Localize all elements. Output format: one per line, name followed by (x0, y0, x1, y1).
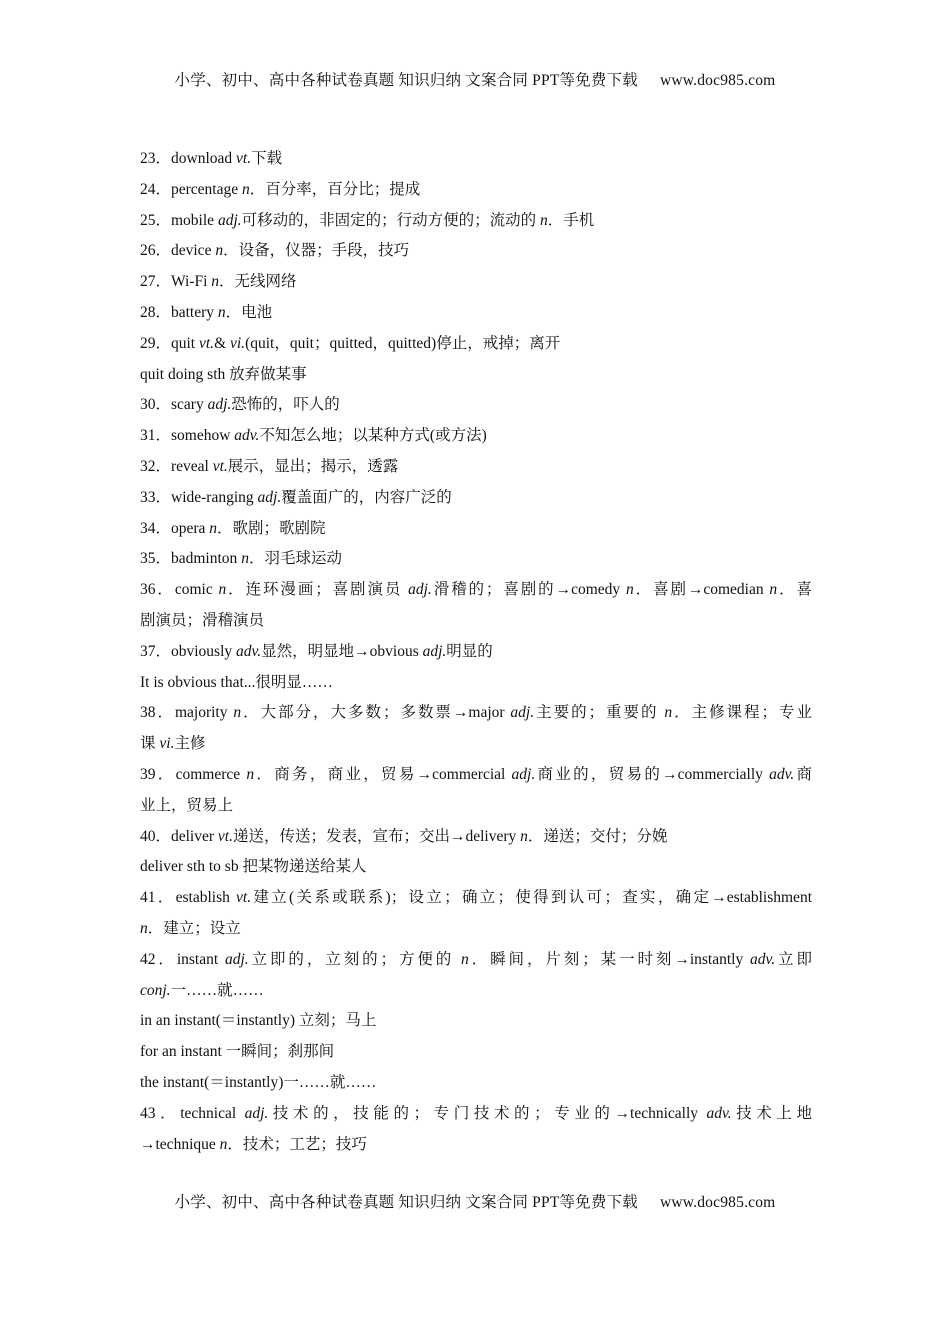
entry-26: 26．device n．设备，仪器；手段，技巧 (140, 242, 410, 260)
entry-41-continued: n．建立；设立 (140, 919, 241, 937)
footer-text: 小学、初中、高中各种试卷真题 知识归纳 文案合同 PPT等免费下载 (174, 1194, 638, 1211)
entry-42-phrase-2: for an instant 一瞬间；刹那间 (140, 1043, 335, 1061)
vocabulary-list (140, 144, 812, 1160)
footer-site: www.doc985.com (659, 1194, 776, 1211)
header-text: 小学、初中、高中各种试卷真题 知识归纳 文案合同 PPT等免费下载 (174, 72, 638, 89)
entry-43: 43．technical adj.技术的，技能的；专门技术的；专业的→technically adv.技术上地 (140, 1104, 812, 1122)
entry-23: 23．download vt.下载 (140, 150, 283, 167)
entry-29: 29．quit vt.& vi.(quit，quit；quitted，quitted)停止，戒掉；离开 (140, 334, 561, 352)
entry-25: 25．mobile adj.可移动的，非固定的；行动方便的；流动的 n．手机 (140, 211, 595, 229)
entry-30: 30．scary adj.恐怖的，吓人的 (140, 396, 340, 414)
entry-27: 27．Wi-Fi n．无线网络 (140, 273, 297, 291)
page-footer (0, 1190, 950, 1212)
entry-33: 33．wide-ranging adj.覆盖面广的，内容广泛的 (140, 488, 452, 506)
entry-40: 40．deliver vt.递送，传送；发表，宣布；交出→delivery n．递送；交付；分娩 (140, 827, 668, 845)
entry-36-continued: 剧演员；滑稽演员 (140, 611, 265, 629)
header-site: www.doc985.com (659, 72, 776, 89)
entry-31: 31．somehow adv.不知怎么地；以某种方式(或方法) (140, 427, 487, 445)
entry-37: 37．obviously adv.显然，明显地→obvious adj.明显的 (140, 642, 493, 660)
entry-43-continued: →technique n．技术；工艺；技巧 (140, 1135, 367, 1153)
entry-24: 24．percentage n．百分率，百分比；提成 (140, 180, 421, 198)
page-header (0, 68, 950, 90)
entry-38: 38．majority n．大部分，大多数；多数票→major adj.主要的；重要的 n．主修课程；专业 (140, 704, 812, 722)
entry-28: 28．battery n．电池 (140, 303, 273, 321)
entry-40-phrase: deliver sth to sb 把某物递送给某人 (140, 858, 367, 876)
entry-39: 39．commerce n．商务，商业，贸易→commercial adj.商业的，贸易的→commercially adv.商 (140, 765, 812, 783)
entry-32: 32．reveal vt.展示，显出；揭示，透露 (140, 457, 399, 475)
entry-38-continued: 课 vi.主修 (140, 735, 206, 753)
entry-37-phrase: It is obvious that...很明显…… (140, 673, 333, 691)
entry-42-continued: conj.一……就…… (140, 981, 264, 999)
entry-39-continued: 业上，贸易上 (140, 796, 234, 814)
entry-36: 36．comic n．连环漫画；喜剧演员 adj.滑稽的；喜剧的→comedy n．喜剧→comedian n．喜 (140, 581, 812, 599)
entry-42-phrase-3: the instant(＝instantly)一……就…… (140, 1073, 377, 1091)
entry-42: 42．instant adj.立即的，立刻的；方便的 n．瞬间，片刻；某一时刻→instantly adv.立即 (140, 950, 812, 968)
entry-34: 34．opera n．歌剧；歌剧院 (140, 519, 326, 537)
entry-41: 41．establish vt.建立(关系或联系)；设立；确立；使得到认可；查实，确定→establishment (140, 889, 812, 907)
entry-29-phrase: quit doing sth 放弃做某事 (140, 365, 307, 383)
entry-42-phrase-1: in an instant(＝instantly) 立刻；马上 (140, 1012, 377, 1030)
entry-35: 35．badminton n．羽毛球运动 (140, 550, 342, 568)
